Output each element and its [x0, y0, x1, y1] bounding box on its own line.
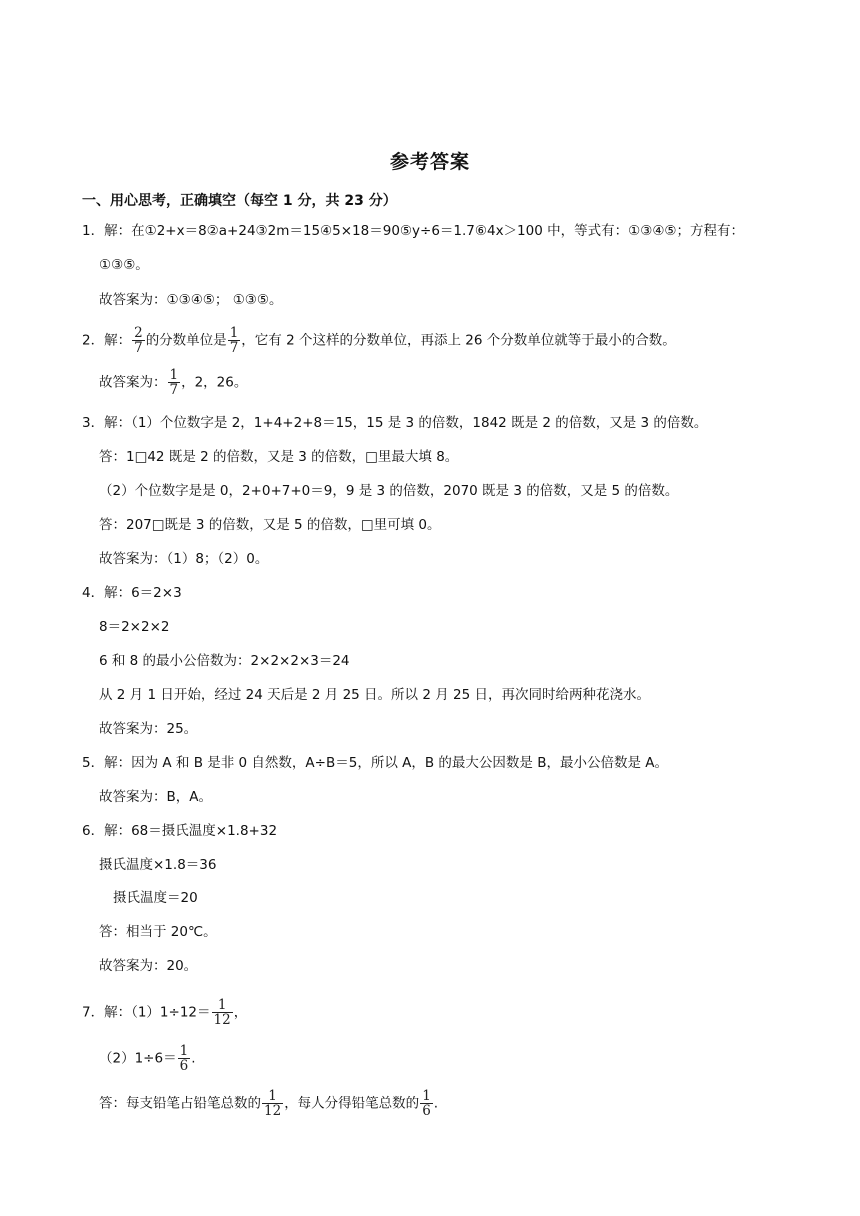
fraction-2-7	[132, 326, 145, 355]
q2-prefix: 2．解：	[82, 332, 132, 349]
fraction-denominator: 6	[422, 1103, 431, 1119]
q3-line-4: 答：207□既是 3 的倍数，又是 5 的倍数，□里可填 0。	[99, 517, 441, 533]
fraction-denominator: 12	[213, 1012, 231, 1028]
q2-answer	[99, 368, 247, 397]
fraction-1-12	[212, 998, 233, 1027]
q6-line-4: 答：相当于 20℃。	[99, 924, 217, 940]
q7-2-prefix: （2）1÷6＝	[99, 1050, 177, 1067]
q7-2-suffix: .	[191, 1050, 196, 1067]
fraction-1-12	[262, 1089, 283, 1118]
q7-1-prefix: 7．解：（1）1÷12＝	[82, 1004, 211, 1021]
fraction-numerator: 1	[229, 325, 239, 341]
fraction-1-7	[228, 326, 241, 355]
q4-line-1: 4．解：6＝2×3	[82, 585, 182, 601]
q6-answer: 故答案为：20。	[99, 958, 198, 974]
q4-line-2: 8＝2×2×2	[99, 619, 170, 635]
fraction-numerator: 1	[422, 1088, 431, 1104]
q7-3-prefix: 答：每支铅笔占铅笔总数的	[99, 1095, 261, 1112]
page-title: 参考答案	[389, 151, 470, 173]
q2-answer-prefix: 故答案为：	[99, 374, 167, 391]
fraction-numerator: 1	[268, 1088, 277, 1104]
fraction-1-6	[420, 1089, 433, 1118]
q4-line-3: 6 和 8 的最小公倍数为：2×2×2×3＝24	[99, 653, 350, 669]
q7-line-2	[99, 1044, 195, 1073]
q1-line-1: 1．解：在①2+x＝8②a+24③2m＝15④5×18＝90⑤y÷6＝1.7⑥4x＞100 中，等式有：①③④⑤；方程有：	[82, 223, 745, 239]
q6-line-1: 6．解：68＝摄氏温度×1.8+32	[82, 823, 278, 839]
q7-1-suffix: ，	[233, 1004, 248, 1021]
fraction-numerator: 2	[134, 325, 143, 341]
fraction-numerator: 1	[217, 997, 227, 1013]
q3-line-1: 3．解：（1）个位数字是 2，1+4+2+8＝15，15 是 3 的倍数，1842 既是 2 的倍数，又是 3 的倍数。	[82, 415, 708, 431]
fraction-denominator: 12	[264, 1103, 282, 1119]
q4-answer: 故答案为：25。	[99, 721, 198, 737]
section-heading: 一、用心思考，正确填空（每空 1 分，共 23 分）	[82, 193, 397, 209]
fraction-1-6	[178, 1044, 191, 1073]
q3-line-3: （2）个位数字是是 0，2+0+7+0＝9，9 是 3 的倍数，2070 既是 3 的倍数，又是 5 的倍数。	[99, 483, 679, 499]
q1-line-2: ①③⑤。	[99, 257, 149, 273]
fraction-denominator: 7	[134, 340, 143, 356]
q4-line-4: 从 2 月 1 日开始，经过 24 天后是 2 月 25 日。所以 2 月 25 日，再次同时给两种花浇水。	[99, 687, 650, 703]
q2-suffix: ，它有 2 个这样的分数单位，再添上 26 个分数单位就等于最小的合数。	[241, 332, 676, 349]
q1-answer: 故答案为：①③④⑤； ①③⑤。	[99, 292, 283, 308]
q5-line-1: 5．解：因为 A 和 B 是非 0 自然数，A÷B＝5，所以 A，B 的最大公因数是 B，最小公倍数是 A。	[82, 755, 668, 771]
fraction-denominator: 7	[229, 340, 239, 356]
fraction-1-7	[168, 368, 181, 397]
q2-line-1	[82, 326, 676, 355]
fraction-denominator: 7	[169, 382, 179, 398]
q2-answer-suffix: ，2，26。	[181, 374, 248, 391]
q3-line-2: 答：1□42 既是 2 的倍数，又是 3 的倍数，□里最大填 8。	[99, 449, 459, 465]
q7-line-1	[82, 998, 247, 1027]
q2-mid: 的分数单位是	[145, 332, 227, 349]
fraction-numerator: 1	[179, 1043, 189, 1059]
q7-answer	[99, 1089, 438, 1118]
q3-answer: 故答案为：（1）8；（2）0。	[99, 551, 269, 567]
fraction-denominator: 6	[179, 1058, 189, 1074]
q5-answer: 故答案为：B，A。	[99, 789, 212, 805]
q7-3-mid: ，每人分得铅笔总数的	[284, 1095, 420, 1112]
q6-line-2: 摄氏温度×1.8＝36	[99, 857, 217, 873]
q6-line-3: 摄氏温度＝20	[113, 890, 198, 906]
fraction-numerator: 1	[169, 367, 179, 383]
q7-3-suffix: .	[433, 1095, 439, 1112]
